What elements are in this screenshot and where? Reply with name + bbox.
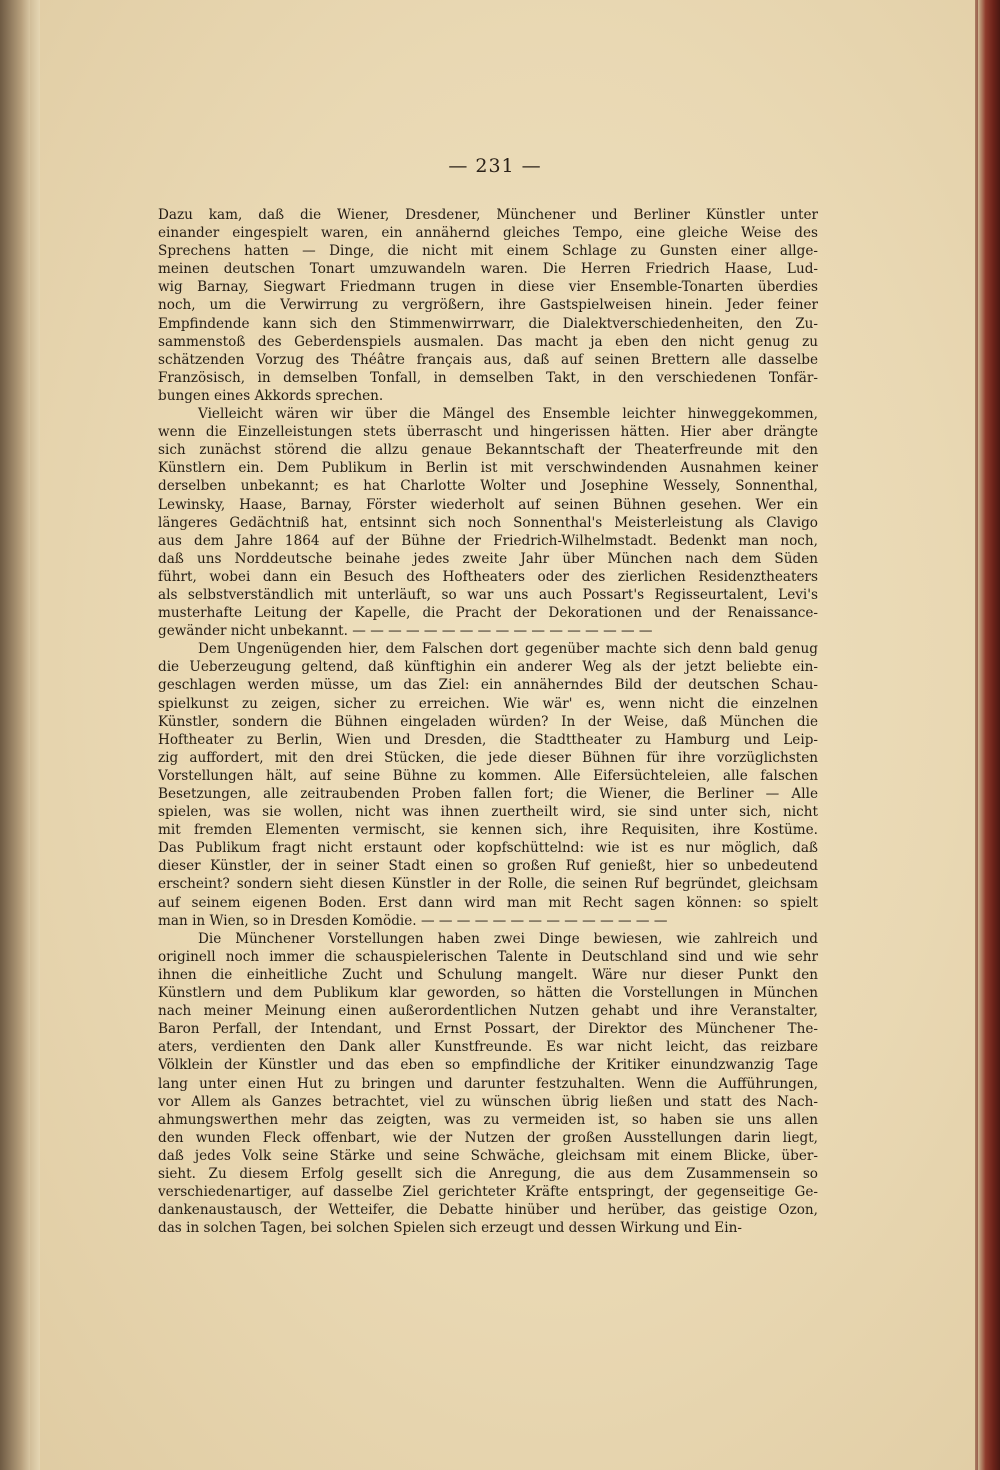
text-line: Lewinsky, Haase, Barnay, Förster wiederholt auf seinen Bühnen gesehen. Wer ein	[158, 496, 818, 513]
text-line: gewänder nicht unbekannt. — — — — — — — — — — — — — — — — —	[158, 623, 653, 640]
text-line: nach meiner Meinung einen außerordentlichen Nutzen gehabt und ihre Veranstalter,	[158, 1003, 818, 1020]
text-line: lang unter einen Hut zu bringen und darunter festzuhalten. Wenn die Aufführungen,	[158, 1075, 818, 1092]
text-line: Besetzungen, alle zeitraubenden Proben fallen fort; die Wiener, die Berliner — Alle	[158, 786, 818, 802]
text-line: den wunden Fleck offenbart, wie der Nutzen der großen Ausstellungen darin liegt,	[158, 1129, 818, 1146]
text-line: daß jedes Volk seine Stärke und seine Schwäche, gleichsam mit einem Blicke, über-	[158, 1147, 818, 1164]
paragraph	[158, 405, 818, 640]
text-line: zig auffordert, mit den drei Stücken, die jede dieser Bühnen für ihre vorzüglichsten	[158, 749, 818, 766]
text-line: als selbstverständlich mit unterläuft, so war uns auch Possart's Regisseurtalent, Levi's	[158, 586, 818, 603]
text-line: ihnen die einheitliche Zucht und Schulung mangelt. Wäre nur dieser Punkt den	[158, 966, 818, 983]
text-line: daß uns Norddeutsche beinahe jedes zweite Jahr über München nach dem Süden	[158, 550, 818, 567]
text-line: die Ueberzeugung geltend, daß künftighin ein anderer Weg als der jetzt beliebte ein-	[158, 659, 818, 676]
text-line: man in Wien, so in Dresden Komödie. — — — — — — — — — — — — — —	[158, 912, 668, 929]
text-line: wig Barnay, Siegwart Friedmann trugen in diese vier Ensemble-Tonarten überdies	[158, 279, 818, 296]
text-line: originell noch immer die schauspielerischen Talente in Deutschland sind und wie sehr	[158, 948, 818, 965]
text-line: Dem Ungenügenden hier, dem Falschen dort gegenüber machte sich denn bald genug	[198, 641, 818, 658]
previous-page-edge	[0, 0, 30, 1470]
paragraph	[158, 930, 818, 1238]
text-line: Künstlern und dem Publikum klar geworden, so hätten die Vorstellungen in München	[158, 985, 818, 1002]
text-line: vor Allem als Ganzes betrachtet, viel zu wünschen übrig ließen und statt des Nach-	[158, 1093, 818, 1110]
text-line: führt, wobei dann ein Besuch des Hoftheaters oder des zierlichen Residenztheaters	[158, 568, 818, 585]
text-line: erscheint? sondern sieht diesen Künstler in der Rolle, die seinen Ruf begründet, gleichsam	[158, 876, 818, 893]
text-line: Dazu kam, daß die Wiener, Dresdener, Münchener und Berliner Künstler unter	[158, 207, 818, 223]
page-number: — 231 —	[448, 155, 542, 177]
text-line: sich zunächst störend die allzu genaue Bekanntschaft der Theaterfreunde mit den	[158, 442, 818, 459]
text-line: noch, um die Verwirrung zu vergrößern, ihre Gastspielweisen hinein. Jeder feiner	[158, 297, 818, 314]
text-line: spielkunst zu zeigen, sicher zu erreichen. Wie wär' es, wenn nicht die einzelnen	[158, 695, 818, 712]
text-line: Sprechens hatten — Dinge, die nicht mit einem Schlage zu Gunsten einer allge-	[158, 243, 818, 260]
text-line: Hoftheater zu Berlin, Wien und Dresden, die Stadttheater zu Hamburg und Leip-	[158, 731, 818, 748]
text-line: aus dem Jahre 1864 auf der Bühne der Friedrich-Wilhelmstadt. Bedenkt man noch,	[158, 532, 818, 549]
text-line: sammenstoß des Geberdenspiels ausmalen. Das macht ja eben den nicht genug zu	[158, 333, 818, 350]
text-line: Vorstellungen hält, auf seine Bühne zu kommen. Alle Eifersüchteleien, alle falschen	[158, 767, 818, 784]
text-line: Französisch, in demselben Tonfall, in demselben Takt, in den verschiedenen Tonfär-	[158, 369, 818, 386]
text-line: Künstlern ein. Dem Publikum in Berlin ist mit verschwindenden Ausnahmen keiner	[158, 460, 818, 477]
text-line: aters, verdienten den Dank aller Kunstfreunde. Es war nicht leicht, das reizbare	[158, 1039, 818, 1056]
text-line: schätzenden Vorzug des Théâtre français aus, daß auf seinen Brettern alle dasselbe	[158, 351, 818, 368]
text-line: ahmungswerthen mehr das zeigten, was zu vermeiden ist, so haben sie uns allen	[158, 1111, 818, 1128]
text-line: mit fremden Elementen vermischt, sie kennen sich, ihre Requisiten, ihre Kostüme.	[158, 822, 818, 839]
text-line: längeres Gedächtniß hat, entsinnt sich noch Sonnenthal's Meisterleistung als Clavigo	[158, 514, 818, 531]
book-page	[40, 0, 975, 1470]
text-line: Empfindende kann sich den Stimmenwirrwarr, die Dialektverschiedenheiten, den Zu-	[158, 315, 818, 332]
text-line: dieser Künstler, der in seiner Stadt einen so großen Ruf genießt, hier so unbedeutend	[158, 858, 818, 875]
text-line: geschlagen werden müsse, um das Ziel: ein annäherndes Bild der deutschen Schau-	[158, 677, 818, 694]
text-line: bungen eines Akkords sprechen.	[158, 387, 384, 404]
text-line: auf seinem eigenen Boden. Erst dann wird man mit Recht sagen können: so spielt	[158, 894, 818, 911]
body-text	[158, 206, 818, 1237]
text-line: meinen deutschen Tonart umzuwandeln waren. Die Herren Friedrich Haase, Lud-	[158, 261, 818, 278]
text-line: Vielleicht wären wir über die Mängel des Ensemble leichter hinweggekommen,	[198, 406, 818, 423]
text-line: Baron Perfall, der Intendant, und Ernst Possart, der Direktor des Münchener The-	[158, 1021, 818, 1038]
text-line: Künstler, sondern die Bühnen eingeladen würden? In der Weise, daß München die	[158, 713, 818, 730]
text-line: wenn die Einzelleistungen stets überrascht und hingerissen hätten. Hier aber drängte	[158, 424, 818, 441]
text-line: Völklein der Künstler und das eben so empfindliche der Kritiker einundzwanzig Tage	[158, 1057, 818, 1074]
paragraph	[158, 640, 818, 930]
paragraph	[158, 206, 818, 405]
text-line: verschiedenartiger, auf dasselbe Ziel gerichteter Kräfte entspringt, der gegenseitige Ge-	[158, 1184, 818, 1201]
book-cover-edge	[978, 0, 1000, 1470]
text-line: Das Publikum fragt nicht erstaunt oder kopfschüttelnd: wie ist es nur möglich, daß	[158, 840, 818, 857]
text-line: derselben unbekannt; es hat Charlotte Wolter und Josephine Wessely, Sonnenthal,	[158, 478, 818, 495]
text-line: dankenaustausch, der Wetteifer, die Debatte hinüber und herüber, das geistige Ozon,	[158, 1202, 818, 1219]
text-line: sieht. Zu diesem Erfolg gesellt sich die Anregung, die aus dem Zusammensein so	[158, 1165, 818, 1182]
text-line: spielen, was sie wollen, nicht was ihnen zuertheilt wird, sie sind unter sich, nicht	[158, 804, 818, 821]
text-line: musterhafte Leitung der Kapelle, die Pracht der Dekorationen und der Renaissance-	[158, 605, 818, 622]
text-line: das in solchen Tagen, bei solchen Spielen sich erzeugt und dessen Wirkung und Ein-	[158, 1220, 742, 1237]
text-line: Die Münchener Vorstellungen haben zwei Dinge bewiesen, wie zahlreich und	[198, 930, 818, 947]
text-line: einander eingespielt waren, ein annähernd gleiches Tempo, eine gleiche Weise des	[158, 225, 818, 242]
